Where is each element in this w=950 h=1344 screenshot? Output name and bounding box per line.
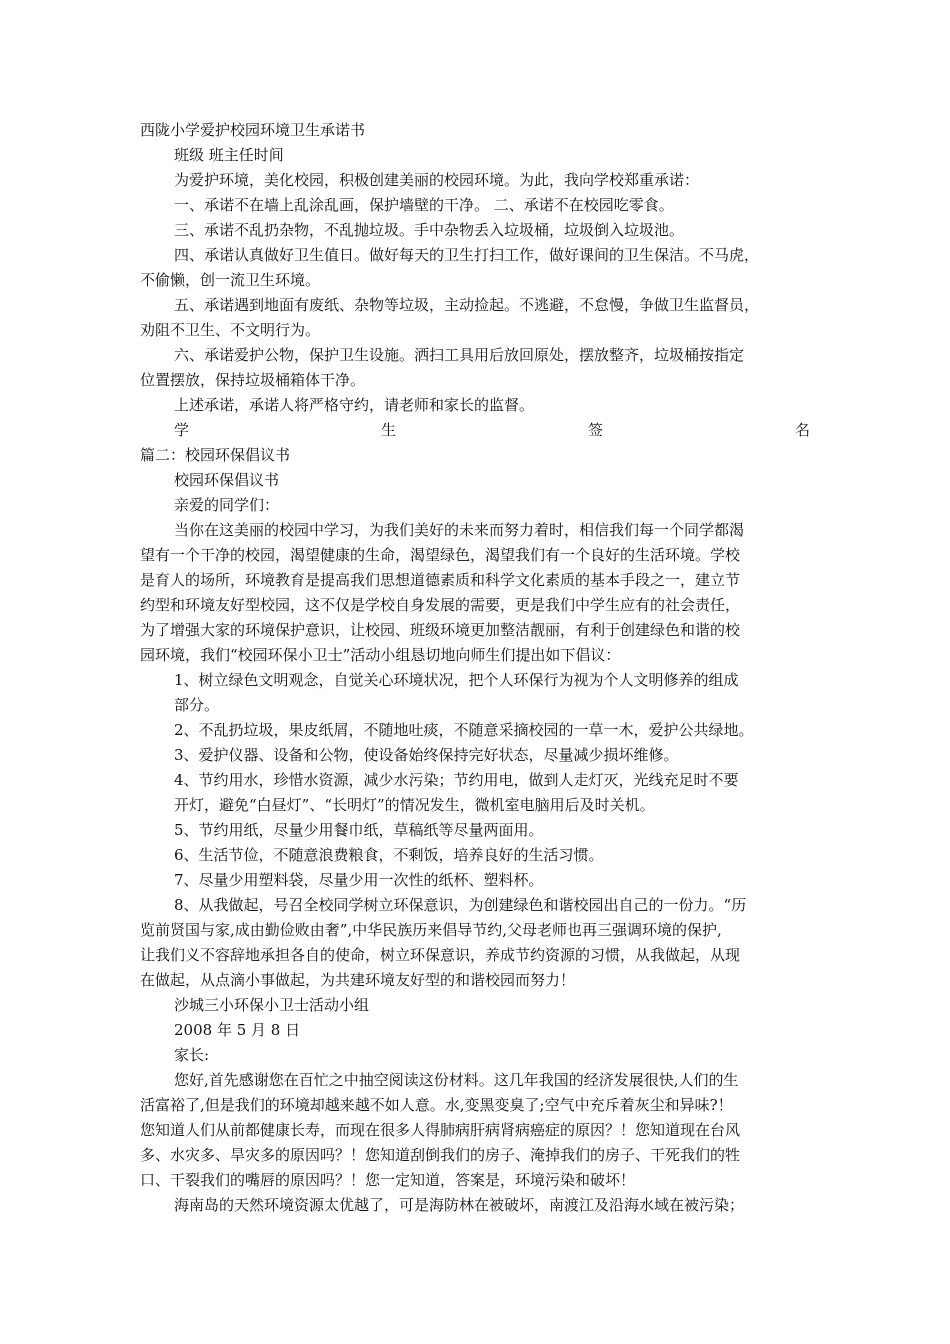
letter-line: 您知道人们从前都健康长寿，而现在很多人得肺病肝病肾病癌症的原因？！您知道现在台风 — [140, 1121, 741, 1139]
pledge-item: 四、承诺认真做好卫生值日。做好每天的卫生打扫工作，做好课间的卫生保洁。不马虎， — [174, 246, 760, 264]
section-heading: 篇二：校园环保倡议书 — [140, 446, 291, 464]
letter-line: 您好,首先感谢您在百忙之中抽空阅读这份材料。这几年我国的经济发展很快,人们的生 — [174, 1071, 739, 1089]
proposal-item: 1、树立绿色文明观念，自觉关心环境状况，把个人环保行为视为个人文明修养的组成 — [174, 671, 739, 689]
letter-line: 多、水灾多、旱灾多的原因吗？！您知道刮倒我们的房子、淹掉我们的房子、干死我们的牲 — [140, 1146, 741, 1164]
proposal-item-cont: 在做起，从点滴小事做起，为共建环境友好型的和谐校园而努力！ — [140, 971, 576, 989]
greeting-parents: 家长: — [174, 1046, 210, 1064]
doc-title: 西陇小学爱护校园环境卫生承诺书 — [140, 121, 366, 139]
signature-line — [174, 418, 810, 442]
proposal-item: 4、节约用水，珍惜水资源，减少水污染；节约用电，做到人走灯灭，光线充足时不要 — [174, 771, 739, 789]
organization: 沙城三小环保小卫士活动小组 — [174, 996, 370, 1014]
proposal-item: 8、从我做起，号召全校同学树立环保意识，为创建绿色和谐校园出自己的一份力。“历 — [174, 896, 747, 914]
body-line: 当你在这美丽的校园中学习，为我们美好的未来而努力着时，相信我们每一个同学都渴 — [174, 521, 745, 539]
date: 2008 年 5 月 8 日 — [174, 1021, 301, 1039]
pledge-item: 五、承诺遇到地面有废纸、杂物等垃圾，主动捡起。不逃避，不怠慢，争做卫生监督员， — [174, 296, 760, 314]
signature-char: 名 — [794, 421, 810, 439]
proposal-item: 7、尽量少用塑料袋，尽量少用一次性的纸杯、塑料杯。 — [174, 871, 544, 889]
body-line: 是育人的场所，环境教育是提高我们思想道德素质和科学文化素质的基本手段之一，建立节 — [140, 571, 741, 589]
signature-char: 学 — [174, 421, 190, 439]
body-line: 园环境，我们“校园环保小卫士”活动小组恳切地向师生们提出如下倡议： — [140, 646, 621, 664]
proposal-item-cont: 让我们义不容辞地承担各自的使命，树立环保意识，养成节约资源的习惯，从我做起，从现 — [140, 946, 741, 964]
body-line: 为了增强大家的环境保护意识，让校园、班级环境更加整洁靓丽，有利于创建绿色和谐的校 — [140, 621, 741, 639]
signature-char: 生 — [380, 421, 396, 439]
intro-paragraph: 为爱护环境，美化校园，积极创建美丽的校园环境。为此，我向学校郑重承诺： — [174, 171, 700, 189]
pledge-item-cont: 位置摆放，保持垃圾桶箱体干净。 — [140, 371, 366, 389]
closing-line: 上述承诺，承诺人将严格守约，请老师和家长的监督。 — [174, 396, 535, 414]
pledge-item-cont: 不偷懒，创一流卫生环境。 — [140, 271, 321, 289]
letter-line: 活富裕了,但是我们的环境却越来越不如人意。水,变黑变臭了;空气中充斥着灰尘和异味?！ — [140, 1096, 733, 1114]
proposal-item-cont: 开灯，避免“白昼灯”、“长明灯”的情况发生，微机室电脑用后及时关机。 — [174, 796, 655, 814]
greeting: 亲爱的同学们： — [174, 496, 280, 514]
section-title: 校园环保倡议书 — [174, 471, 280, 489]
proposal-item-cont: 览前贤国与家,成由勤俭败由奢”,中华民族历来倡导节约,父母老师也再三强调环境的保护, — [140, 921, 722, 939]
pledge-item-cont: 劝阻不卫生、不文明行为。 — [140, 321, 321, 339]
pledge-item: 六、承诺爱护公物，保护卫生设施。洒扫工具用后放回原处，摆放整齐，垃圾桶按指定 — [174, 346, 745, 364]
proposal-item: 3、爱护仪器、设备和公物，使设备始终保持完好状态，尽量减少损坏维修。 — [174, 746, 679, 764]
proposal-item: 2、不乱扔垃圾，果皮纸屑，不随地吐痰，不随意采摘校园的一草一木，爱护公共绿地。 — [174, 721, 754, 739]
body-line: 望有一个干净的校园，渴望健康的生命，渴望绿色，渴望我们有一个良好的生活环境。学校 — [140, 546, 741, 564]
body-line: 约型和环境友好型校园，这不仅是学校自身发展的需要，更是我们中学生应有的社会责任， — [140, 596, 741, 614]
letter-line: 口、干裂我们的嘴唇的原因吗？！您一定知道，答案是，环境污染和破坏！ — [140, 1171, 636, 1189]
pledge-item: 三、承诺不乱扔杂物，不乱抛垃圾。手中杂物丢入垃圾桶，垃圾倒入垃圾池。 — [174, 221, 685, 239]
proposal-item-cont: 部分。 — [174, 696, 220, 714]
signature-char: 签 — [587, 421, 603, 439]
letter-line: 海南岛的天然环境资源太优越了，可是海防林在被破坏，南渡江及沿海水域在被污染； — [174, 1196, 745, 1214]
pledge-item: 一、承诺不在墙上乱涂乱画，保护墙壁的干净。 二、承诺不在校园吃零食。 — [174, 196, 674, 214]
proposal-item: 5、节约用纸，尽量少用餐巾纸，草稿纸等尽量两面用。 — [174, 821, 544, 839]
class-line: 班级 班主任时间 — [174, 146, 284, 164]
proposal-item: 6、生活节俭，不随意浪费粮食，不剩饭，培养良好的生活习惯。 — [174, 846, 604, 864]
